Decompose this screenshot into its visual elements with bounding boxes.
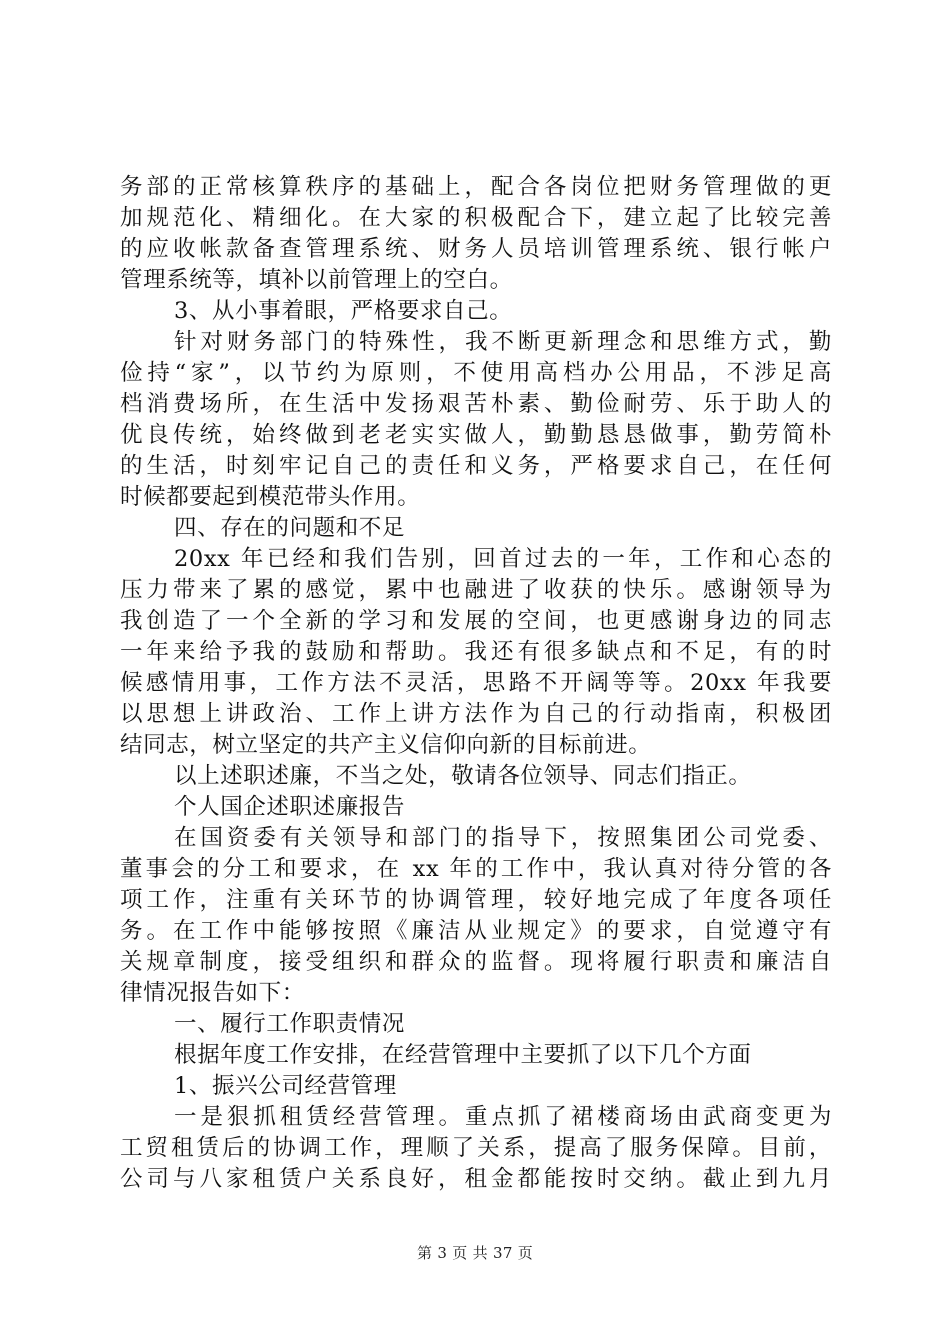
page-number-footer: 第 3 页 共 37 页 (416, 1244, 534, 1262)
text-line: 我创造了一个全新的学习和发展的空间，也更感谢身边的同志 (120, 608, 832, 634)
text-line: 以上述职述廉，不当之处，敬请各位领导、同志们指正。 (174, 763, 752, 789)
document-body (120, 172, 832, 1195)
text-line: 一、履行工作职责情况 (174, 1011, 406, 1037)
text-line: 结同志，树立坚定的共产主义信仰向新的目标前进。 (120, 732, 652, 758)
text-line: 1、振兴公司经营管理 (174, 1073, 397, 1099)
text-line: 时候都要起到模范带头作用。 (120, 484, 421, 510)
text-line: 优良传统，始终做到老老实实做人，勤勤恳恳做事，勤劳简朴 (120, 422, 832, 448)
text-line: 档消费场所，在生活中发扬艰苦朴素、勤俭耐劳、乐于助人的 (120, 391, 832, 417)
text-line: 公司与八家租赁户关系良好，租金都能按时交纳。截止到九月 (120, 1166, 832, 1192)
text-line: 压力带来了累的感觉，累中也融进了收获的快乐。感谢领导为 (120, 577, 832, 603)
text-line: 关规章制度，接受组织和群众的监督。现将履行职责和廉洁自 (120, 949, 832, 975)
text-line: 的应收帐款备查管理系统、财务人员培训管理系统、银行帐户 (120, 236, 832, 262)
text-line: 个人国企述职述廉报告 (174, 794, 406, 820)
text-line: 董事会的分工和要求，在 xx 年的工作中，我认真对待分管的各 (120, 856, 832, 882)
text-line: 管理系统等，填补以前管理上的空白。 (120, 267, 513, 293)
text-line: 律情况报告如下： (120, 980, 305, 1006)
text-line: 项工作，注重有关环节的协调管理，较好地完成了年度各项任 (120, 887, 832, 913)
text-line: 在国资委有关领导和部门的指导下，按照集团公司党委、 (174, 825, 832, 851)
text-line: 20xx 年已经和我们告别，回首过去的一年，工作和心态的 (174, 546, 832, 572)
text-line: 以思想上讲政治、工作上讲方法作为自己的行动指南，积极团 (120, 701, 832, 727)
text-line: 俭持“家”，以节约为原则，不使用高档办公用品，不涉足高 (120, 360, 832, 386)
text-line: 的生活，时刻牢记自己的责任和义务，严格要求自己，在任何 (120, 453, 832, 479)
text-line: 四、存在的问题和不足 (174, 515, 406, 541)
text-line: 候感情用事，工作方法不灵活，思路不开阔等等。20xx 年我要 (120, 670, 832, 696)
text-line: 根据年度工作安排，在经营管理中主要抓了以下几个方面 (174, 1042, 752, 1068)
text-line: 工贸租赁后的协调工作，理顺了关系，提高了服务保障。目前， (120, 1135, 832, 1161)
text-line: 加规范化、精细化。在大家的积极配合下，建立起了比较完善 (120, 205, 832, 231)
text-line: 一年来给予我的鼓励和帮助。我还有很多缺点和不足，有的时 (120, 639, 832, 665)
text-line: 3、从小事着眼，严格要求自己。 (174, 298, 513, 324)
text-line: 务。在工作中能够按照《廉洁从业规定》的要求，自觉遵守有 (120, 918, 832, 944)
text-line: 针对财务部门的特殊性，我不断更新理念和思维方式，勤 (174, 329, 832, 355)
text-line: 一是狠抓租赁经营管理。重点抓了裙楼商场由武商变更为 (174, 1104, 832, 1130)
text-line: 务部的正常核算秩序的基础上，配合各岗位把财务管理做的更 (120, 174, 832, 200)
